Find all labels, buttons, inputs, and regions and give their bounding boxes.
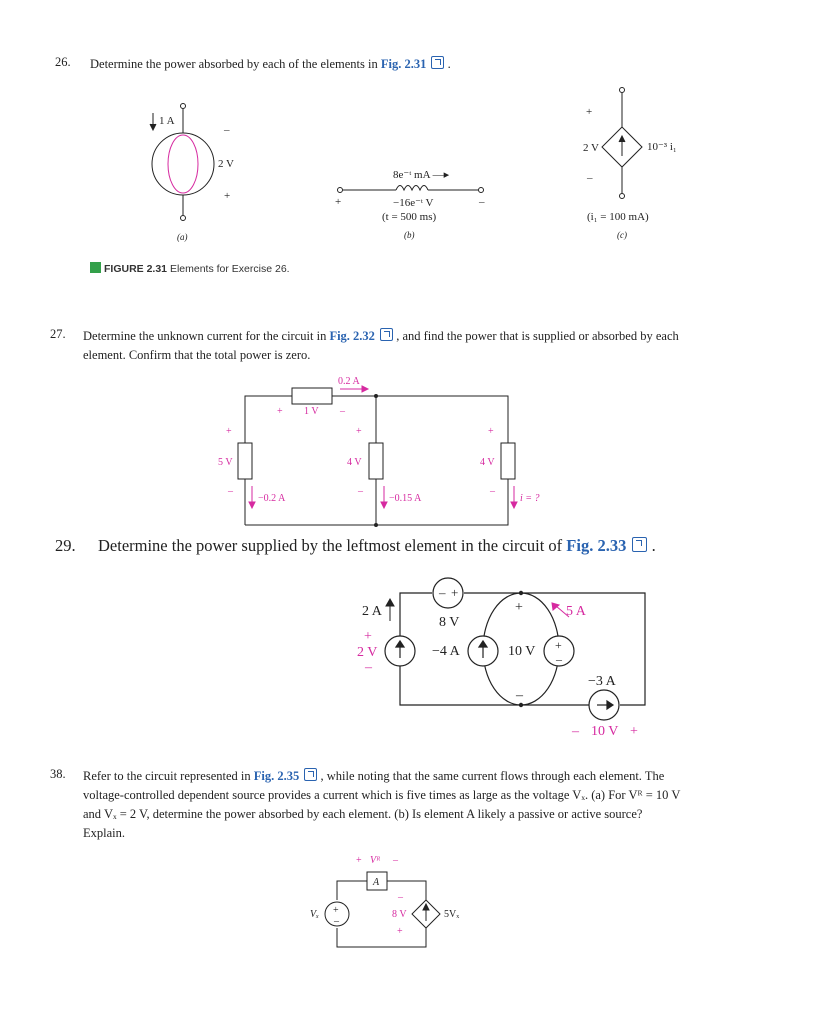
problem-29-tail: . bbox=[647, 536, 656, 555]
top-src-minus: – bbox=[439, 585, 446, 600]
caption-text: Elements for Exercise 26. bbox=[167, 263, 290, 275]
left-plus: + bbox=[364, 629, 372, 644]
mid-voltage: 10 V bbox=[508, 644, 536, 659]
problem-27-number: 27. bbox=[50, 327, 66, 341]
caption-marker bbox=[90, 262, 101, 273]
external-link-icon[interactable] bbox=[304, 768, 317, 781]
right-voltage: 4 V bbox=[480, 457, 495, 468]
fig-2-35-link[interactable]: Fig. 2.35 bbox=[253, 769, 300, 783]
src-plus: + bbox=[333, 905, 339, 916]
left-plus: + bbox=[226, 426, 232, 437]
mid-voltage: 4 V bbox=[347, 457, 362, 468]
dep-plus: + bbox=[397, 926, 403, 937]
caption-label: FIGURE 2.31 bbox=[104, 263, 168, 275]
problem-29-text bbox=[98, 535, 778, 557]
fig-2-33-link[interactable]: Fig. 2.33 bbox=[566, 536, 627, 555]
fig-2-32-link[interactable]: Fig. 2.32 bbox=[329, 329, 375, 343]
res-plus: + bbox=[277, 406, 283, 417]
fig-a-minus: – bbox=[224, 124, 230, 136]
res-minus: – bbox=[340, 406, 345, 417]
external-link-icon[interactable] bbox=[632, 537, 647, 552]
src-minus: – bbox=[334, 916, 339, 927]
bot-minus: – bbox=[572, 724, 579, 739]
bot-plus: + bbox=[630, 724, 638, 739]
problem-29-body: Determine the power supplied by the leftmost element in the circuit of bbox=[98, 536, 567, 555]
problem-26-text bbox=[90, 55, 770, 74]
problem-26-body: Determine the power absorbed by each of the elements in bbox=[90, 57, 381, 71]
top-src-plus: + bbox=[451, 585, 459, 600]
fig-a-voltage: 2 V bbox=[218, 158, 234, 170]
mid-current: −0.15 A bbox=[389, 493, 422, 504]
bot-current: −3 A bbox=[588, 674, 616, 689]
problem-29-number: 29. bbox=[55, 536, 76, 555]
problem-26-number: 26. bbox=[55, 55, 71, 69]
left-minus: – bbox=[365, 660, 372, 675]
right-minus: – bbox=[490, 486, 495, 497]
right-src-minus: – bbox=[556, 652, 562, 666]
fig-c-cond: (i₁ = 100 mA) bbox=[587, 211, 649, 223]
problem-38-text bbox=[83, 767, 683, 843]
res-voltage: 1 V bbox=[304, 406, 319, 417]
dep-current: 5Vₓ bbox=[444, 909, 460, 920]
figure-2-31 bbox=[0, 85, 820, 265]
problem-27-tail: , and find the power that is supplied or absorbed by each element. Confirm that the total power is zero. bbox=[83, 329, 679, 362]
bot-voltage: 10 V bbox=[591, 724, 619, 739]
left-current: 2 A bbox=[362, 604, 382, 619]
top-voltage: 8 V bbox=[439, 615, 460, 630]
fig-c-minus: – bbox=[587, 172, 593, 184]
fig-b-minus: – bbox=[479, 196, 485, 208]
fig-b-voltage: −16e⁻ᵗ V bbox=[393, 197, 434, 209]
fig-2-31-link[interactable]: Fig. 2.31 bbox=[380, 57, 427, 71]
arc-minus: – bbox=[516, 688, 523, 703]
left-voltage: 2 V bbox=[357, 645, 378, 660]
figure-2-31-caption bbox=[90, 262, 290, 275]
fig-b-current: 8e⁻ᵗ mA —▸ bbox=[393, 169, 450, 181]
figure-2-32 bbox=[0, 370, 820, 530]
fig-c-gain: 10⁻³ i₁ bbox=[647, 141, 677, 153]
vr-label: Vᴿ bbox=[370, 855, 381, 866]
fig-c-voltage: 2 V bbox=[583, 142, 599, 154]
vx-label: Vₓ bbox=[310, 909, 319, 920]
right-plus: + bbox=[488, 426, 494, 437]
fig-b-plus: + bbox=[335, 196, 342, 208]
arc-plus: + bbox=[515, 600, 523, 615]
problem-38-tail: , while noting that the same current flows through each element. The voltage-controlled dependent source provides a current which is five times as large as the voltage Vₓ. (a) For Vᴿ = 10 V and Vₓ = 2 V, determine the power absorbed by each element. (b) Is element A likely a passive or active source? Explain. bbox=[83, 769, 681, 840]
figure-2-35 bbox=[0, 850, 820, 960]
right-src-plus: + bbox=[555, 638, 562, 652]
vr-plus: + bbox=[356, 855, 362, 866]
fig-b-time: (t = 500 ms) bbox=[382, 211, 437, 223]
mid-minus: – bbox=[358, 486, 363, 497]
fig-c-plus: + bbox=[586, 106, 593, 118]
elem-label: A bbox=[373, 877, 380, 888]
external-link-icon[interactable] bbox=[380, 328, 393, 341]
left-minus: – bbox=[228, 486, 233, 497]
right-current: i = ? bbox=[520, 493, 540, 504]
res-current: 0.2 A bbox=[338, 376, 360, 387]
problem-38-number: 38. bbox=[50, 767, 66, 781]
mid-plus: + bbox=[356, 426, 362, 437]
problem-27-body: Determine the unknown current for the circuit in bbox=[83, 329, 330, 343]
dep-voltage: 8 V bbox=[392, 909, 407, 920]
left-voltage: 5 V bbox=[218, 457, 233, 468]
problem-27-text bbox=[83, 327, 683, 365]
arc-current: 5 A bbox=[566, 604, 586, 619]
fig-a-tag: (a) bbox=[177, 232, 188, 242]
mid-current: −4 A bbox=[432, 644, 460, 659]
fig-b-tag: (b) bbox=[404, 230, 415, 240]
problem-38-body: Refer to the circuit represented in bbox=[83, 769, 254, 783]
left-current: −0.2 A bbox=[258, 493, 286, 504]
fig-c-tag: (c) bbox=[617, 230, 627, 240]
problem-26-tail: . bbox=[444, 57, 451, 71]
figure-2-33 bbox=[0, 575, 820, 755]
external-link-icon[interactable] bbox=[431, 56, 444, 69]
fig-a-plus: + bbox=[224, 190, 231, 202]
vr-minus: – bbox=[393, 855, 398, 866]
fig-a-current: 1 A bbox=[159, 115, 175, 127]
dep-minus: – bbox=[398, 892, 403, 903]
